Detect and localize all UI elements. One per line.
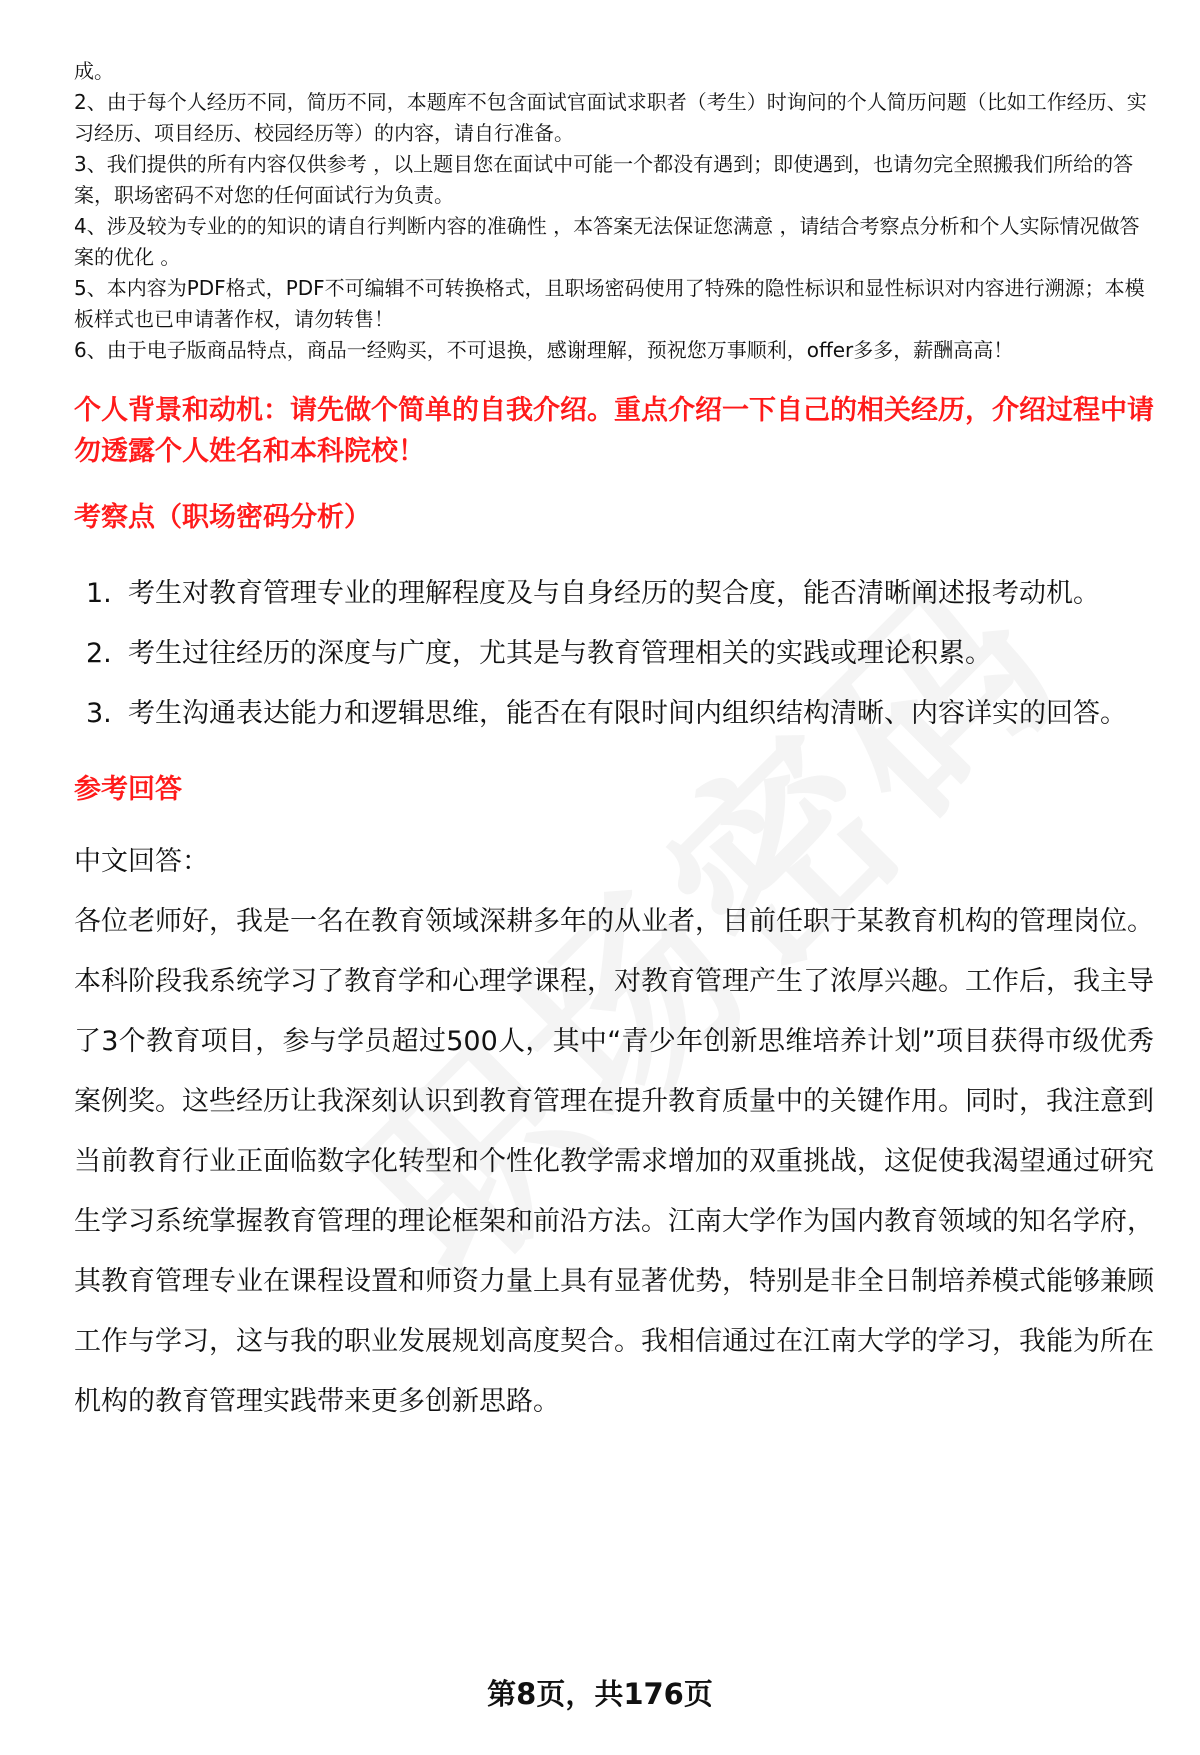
reference-title: 参考回答 <box>74 774 182 805</box>
notice-line: 2、由于每个人经历不同，简历不同，本题库不包含面试官面试求职者（考生）时询问的个人简历问题（比如工作经历、实习经历、项目经历、校园经历等）的内容，请自行准备。 <box>74 90 1147 145</box>
analysis-title: 考察点（职场密码分析） <box>74 502 371 533</box>
list-number: 1. <box>86 578 112 609</box>
list-item <box>74 624 1154 684</box>
notice-block <box>74 56 1154 366</box>
notice-line: 4、涉及较为专业的的知识的请自行判断内容的准确性 ，本答案无法保证您满意 ，请结合考察点分析和个人实际情况做答案的优化 。 <box>74 214 1140 269</box>
notice-line: 3、我们提供的所有内容仅供参考 ，以上题目您在面试中可能一个都没有遇到；即使遇到，也请勿完全照搬我们所给的答案，职场密码不对您的任何面试行为负责。 <box>74 152 1134 207</box>
notice-line: 6、由于电子版商品特点，商品一经购买，不可退换，感谢理解，预祝您万事顺利，offer多多，薪酬高高！ <box>74 338 1014 362</box>
notice-line: 5、本内容为PDF格式，PDF不可编辑不可转换格式，且职场密码使用了特殊的隐性标识和显性标识对内容进行溯源；本模板样式也已申请著作权，请勿转售！ <box>74 276 1145 331</box>
list-number: 3. <box>86 698 112 729</box>
question-heading: 个人背景和动机：请先做个简单的自我介绍。重点介绍一下自己的相关经历，介绍过程中请勿透露个人姓名和本科院校！ <box>74 395 1154 467</box>
list-item <box>74 684 1154 744</box>
list-item <box>74 564 1154 624</box>
notice-line: 成。 <box>74 59 114 83</box>
page-footer: 第8页，共176页 <box>487 1677 713 1711</box>
answer-label: 中文回答： <box>74 846 209 877</box>
list-number: 2. <box>86 638 112 669</box>
answer-body: 各位老师好，我是一名在教育领域深耕多年的从业者，目前任职于某教育机构的管理岗位。本科阶段我系统学习了教育学和心理学课程，对教育管理产生了浓厚兴趣。工作后，我主导了3个教育项目，参与学员超过500人，其中“青少年创新思维培养计划”项目获得市级优秀案例奖。这些经历让我深刻认识到教育管理在提升教育质量中的关键作用。同时，我注意到当前教育行业正面临数字化转型和个性化教学需求增加的双重挑战，这促使我渴望通过研究生学习系统掌握教育管理的理论框架和前沿方法。江南大学作为国内教育领域的知名学府，其教育管理专业在课程设置和师资力量上具有显著优势，特别是非全日制培养模式能够兼顾工作与学习，这与我的职业发展规划高度契合。我相信通过在江南大学的学习，我能为所在机构的教育管理实践带来更多创新思路。 <box>74 906 1154 1417</box>
list-text: 考生过往经历的深度与广度，尤其是与教育管理相关的实践或理论积累。 <box>128 638 992 669</box>
list-text: 考生对教育管理专业的理解程度及与自身经历的契合度，能否清晰阐述报考动机。 <box>128 578 1100 609</box>
list-text: 考生沟通表达能力和逻辑思维，能否在有限时间内组织结构清晰、内容详实的回答。 <box>128 698 1127 729</box>
analysis-points <box>74 564 1154 744</box>
document-page <box>74 56 1154 1432</box>
